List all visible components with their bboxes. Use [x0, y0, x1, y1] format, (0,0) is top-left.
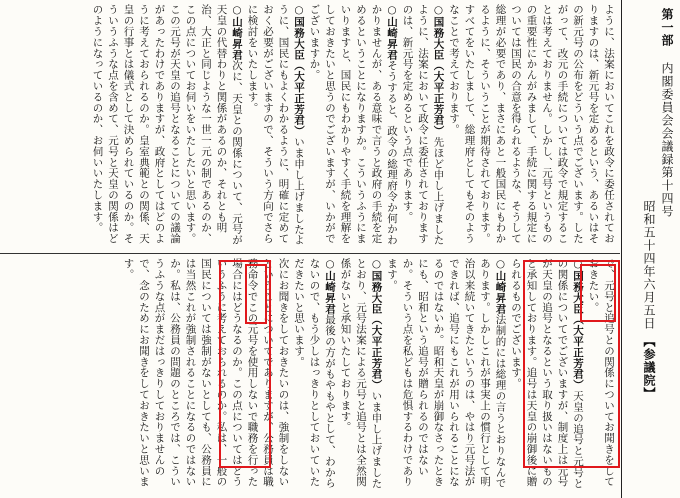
- paragraph: [446, 4, 617, 252]
- paragraph-text: この元号が天皇の追号となることについての議論があったわけでありますが、政府としてはどのように考えておられるのか。皇室典範との関係、天皇の行事とは儀式として決められているのか。そういうふうな点を含めて、元号と天皇の関係はどのようになっているのか、お伺いいたします。: [91, 4, 181, 244]
- paragraph-text: いま申し上げましたように、国民にもよくわかるように、明確に定めておく必要がございますので、そういう方向でさらに検討をいたします。: [246, 4, 305, 246]
- speaker-name: ○国務大臣（大平正芳君）: [370, 258, 383, 391]
- paragraph-text: そうすると、政令の総理府令か何かわかりませんが、ある意味で言うと政府の手続を定めるということになりますか。こういうふうにまいりますと、国民にもわかりやすく手続を理解をしておきたいと思うのでございますが、いかがでございますか。: [308, 4, 398, 246]
- highlight-box: [580, 264, 616, 322]
- meeting-title: 内閣委員会会議録第十四号: [660, 62, 674, 218]
- speaker-name: ○山崎昇君: [386, 4, 398, 60]
- highlight-box: [245, 264, 267, 324]
- paragraph: [337, 258, 384, 494]
- paragraph: [244, 4, 306, 252]
- paragraph-text: 法制的には総理の言うとおりなんであります。しかしこれが事実上の慣行として明治以来続いてきたというのは、やはり元号法ができれば、追号にもこれが用いられることになるのではないか。昭和天皇が崩御なさったときにも、昭和という追号が贈られるのではないか。そういう点を私どもは危惧するわけであります。: [386, 258, 507, 489]
- paragraph-text: 最後の方がもやもやとして、わからないので、もう少しはっきりとしておいていただきたいと思います。: [293, 258, 336, 489]
- page-header: [621, 0, 680, 498]
- paragraph: [399, 4, 446, 252]
- paragraph-text: いま申し上げましたとおり、元号法案による元号と追号とは全然関係がないと承知いたしております。: [339, 258, 383, 489]
- section-divider: [0, 253, 620, 254]
- paragraph: [306, 4, 399, 252]
- speaker-name: ○山崎昇君: [231, 4, 243, 60]
- paragraph-text: 天皇の追号と元号との関係についてでございますが、制度上は元号が天皇の追号となるという取り扱いはないものと承知しております。追号は天皇の崩御後に贈られるものでございます。: [510, 258, 584, 489]
- paragraph: [291, 258, 338, 494]
- paragraph: [384, 258, 508, 494]
- meeting-date: 昭和五十四年六月五日: [642, 200, 656, 330]
- upper-text-block: [4, 4, 616, 252]
- paragraph-text: 次に、天皇との関係について、元号が天皇の代替わりと関係があるのか、それとも明治、大正と同じような一世一元の制であるのか、この点についてお伺いをいたしたいと思います。: [184, 4, 243, 246]
- section-label: 第一部: [660, 8, 674, 47]
- paragraph-text: ように、法案においてこれを政令に委任されておりますのは、新元号を定めるという、あるいはその新元号の公布をどういう点でございます。したがって、改元の手続については政令で規定することは考えておりません。しかし、元号というものの重要性にかんがみまして、手続に関する規定については国民の合意を得られるような、そうして総理が必要であり、まさにあと一般国民にもわかるように、そういうことが期待されております。すべてをいたしまして、総理府としてもそのようなことで考えております。: [448, 4, 615, 244]
- speaker-name: ○国務大臣（大平正芳君）: [572, 258, 584, 391]
- chamber-label: 【参議院】: [642, 335, 656, 400]
- paragraph: [182, 4, 244, 252]
- speaker-name: ○山崎昇君: [324, 258, 336, 314]
- paragraph-text: で、元号と追号との関係についてお聞きをしておきたい。: [587, 258, 615, 487]
- speaker-name: ○山崎昇君: [494, 258, 507, 314]
- paragraph-text: 次にお聞きをしておきたいのは、強制をしないということについてでありますが、公務員は職務命令でこの元号を使用しないで職務を行った場合にはどうなるのか。この点についてはどういうふうに考えておられるのか。私は、一般の国民については強制がないとしても、公務員には当然これが強制されることになるのではないか。私は、公務員の問題のところでは、こういうふうな点がまだはっきりしておりませんので、念のためにお聞きをしておきたいと思います。: [122, 258, 290, 487]
- paragraph: [89, 4, 182, 252]
- speaker-name: ○国務大臣（大平正芳君）: [432, 4, 445, 137]
- paragraph-text: 先ほど申し上げましたように、法案において政令に委任されておりますのは、新元号を定めるという点であります。: [401, 4, 445, 246]
- speaker-name: ○国務大臣（大平正芳君）: [293, 4, 305, 137]
